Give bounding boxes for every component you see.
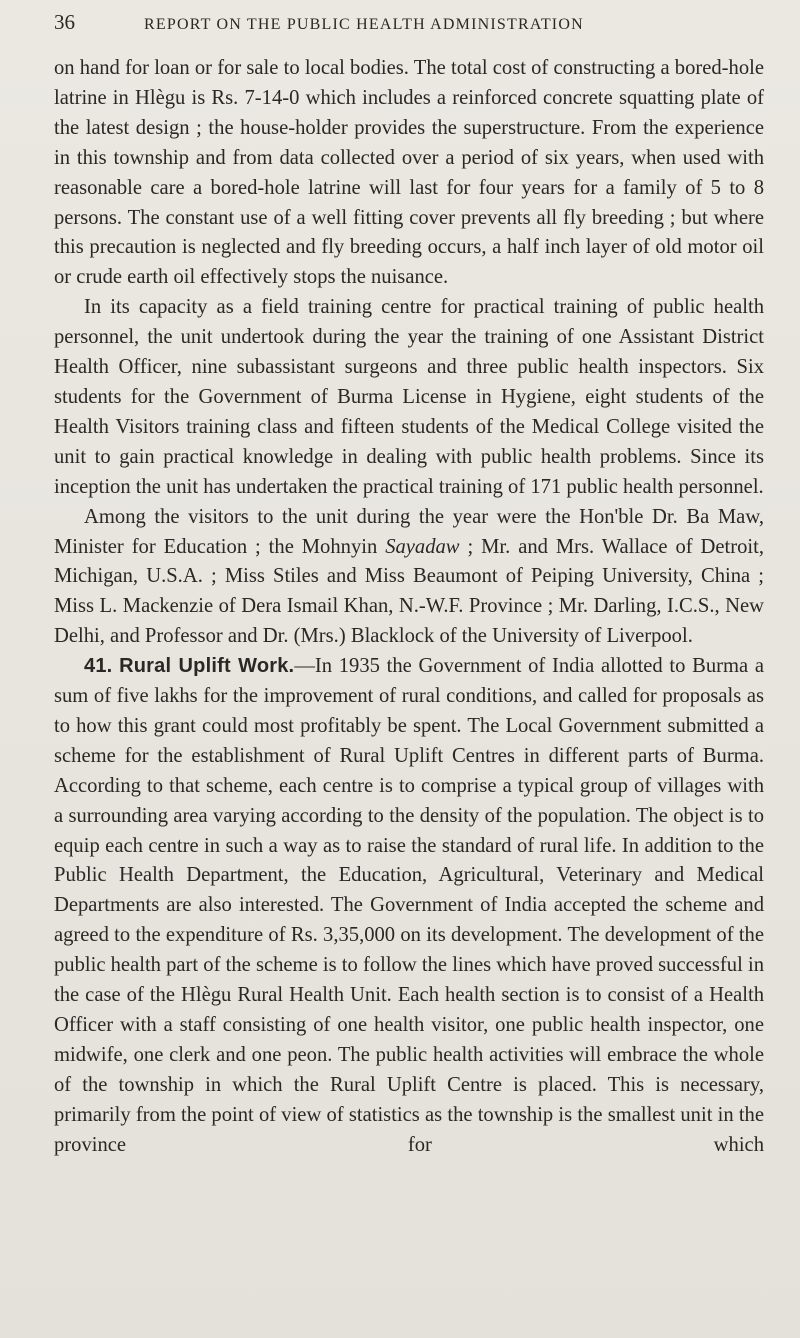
paragraph-text-start: Among the visitors to the unit during the year were the Hon'ble Dr. Ba Maw, Minister for Education ; the Mohnyin: [54, 505, 764, 558]
paragraph-text: In its capacity as a field training centre for practical training of public health personnel, the unit undertook during the year the training of one Assistant District Health Officer, nine subassistant surgeons and three public health inspectors. Six students for the Government of Burma License in Hygiene, eight students of the Health Visitors training class and fifteen students of the Medical College visited the unit to gain practical knowledge in dealing with public health problems. Since its inception the unit has undertaken the practical training of 171 public health personnel.: [54, 296, 764, 498]
paragraph-field-training: [54, 293, 764, 502]
running-head: [54, 10, 764, 40]
paragraph-rural-uplift: [54, 652, 764, 1160]
section-number: 41.: [84, 655, 113, 678]
paragraph-latrine-cost: [54, 54, 764, 293]
running-title: REPORT ON THE PUBLIC HEALTH ADMINISTRATION: [144, 16, 584, 33]
paragraph-visitors: [54, 503, 764, 653]
section-heading: Rural Uplift Work.: [119, 655, 295, 678]
body-text: [54, 54, 764, 1161]
italic-term: Sayadaw: [385, 535, 460, 558]
paragraph-text: on hand for loan or for sale to local bodies. The total cost of constructing a bored-hole latrine in Hlègu is Rs. 7-14-0 which includes a reinforced concrete squatting plate of the latest design ; the house-holder provides the superstructure. From the experience in this township and from data collected over a period of six years, when used with reasonable care a bored-hole latrine will last for four years for a family of 5 to 8 persons. The constant use of a well fitting cover prevents all fly breeding ; but where this precaution is neglected and fly breeding occurs, a half inch layer of old motor oil or crude earth oil effectively stops the nuisance.: [54, 57, 764, 289]
paragraph-text: —In 1935 the Government of India allotted to Burma a sum of five lakhs for the improvement of rural conditions, and called for proposals as to how this grant could most profitably be spent. The Local Government submitted a scheme for the establishment of Rural Uplift Centres in different parts of Burma. According to that scheme, each centre is to comprise a typical group of villages with a surrounding area varying according to the density of the population. The object is to equip each centre in such a way as to raise the standard of rural life. In addition to the Public Health Department, the Education, Agricultural, Veterinary and Medical Departments are also interested. The Government of India accepted the scheme and agreed to the expenditure of Rs. 3,35,000 on its development. The development of the public health part of the scheme is to follow the lines which have proved successful in the case of the Hlègu Rural Health Unit. Each health section is to consist of a Health Officer with a staff consisting of one health visitor, one public health inspector, one midwife, one clerk and one peon. The public health activities will embrace the whole of the township in which the Rural Uplift Centre is placed. This is necessary, primarily from the point of view of statistics as the township is the smallest unit in the province for which: [54, 655, 764, 1156]
page-number: 36: [54, 10, 75, 34]
paragraph-text-end: ; Mr. and Mrs. Wallace of Detroit, Michigan, U.S.A. ; Miss Stiles and Miss Beaumont of Peiping University, China ; Miss L. Mackenzie of Dera Ismail Khan, N.-W.F. Province ; Mr. Darling, I.C.S., New Delhi, and Professor and Dr. (Mrs.) Blacklock of the University of Liverpool.: [54, 535, 764, 648]
